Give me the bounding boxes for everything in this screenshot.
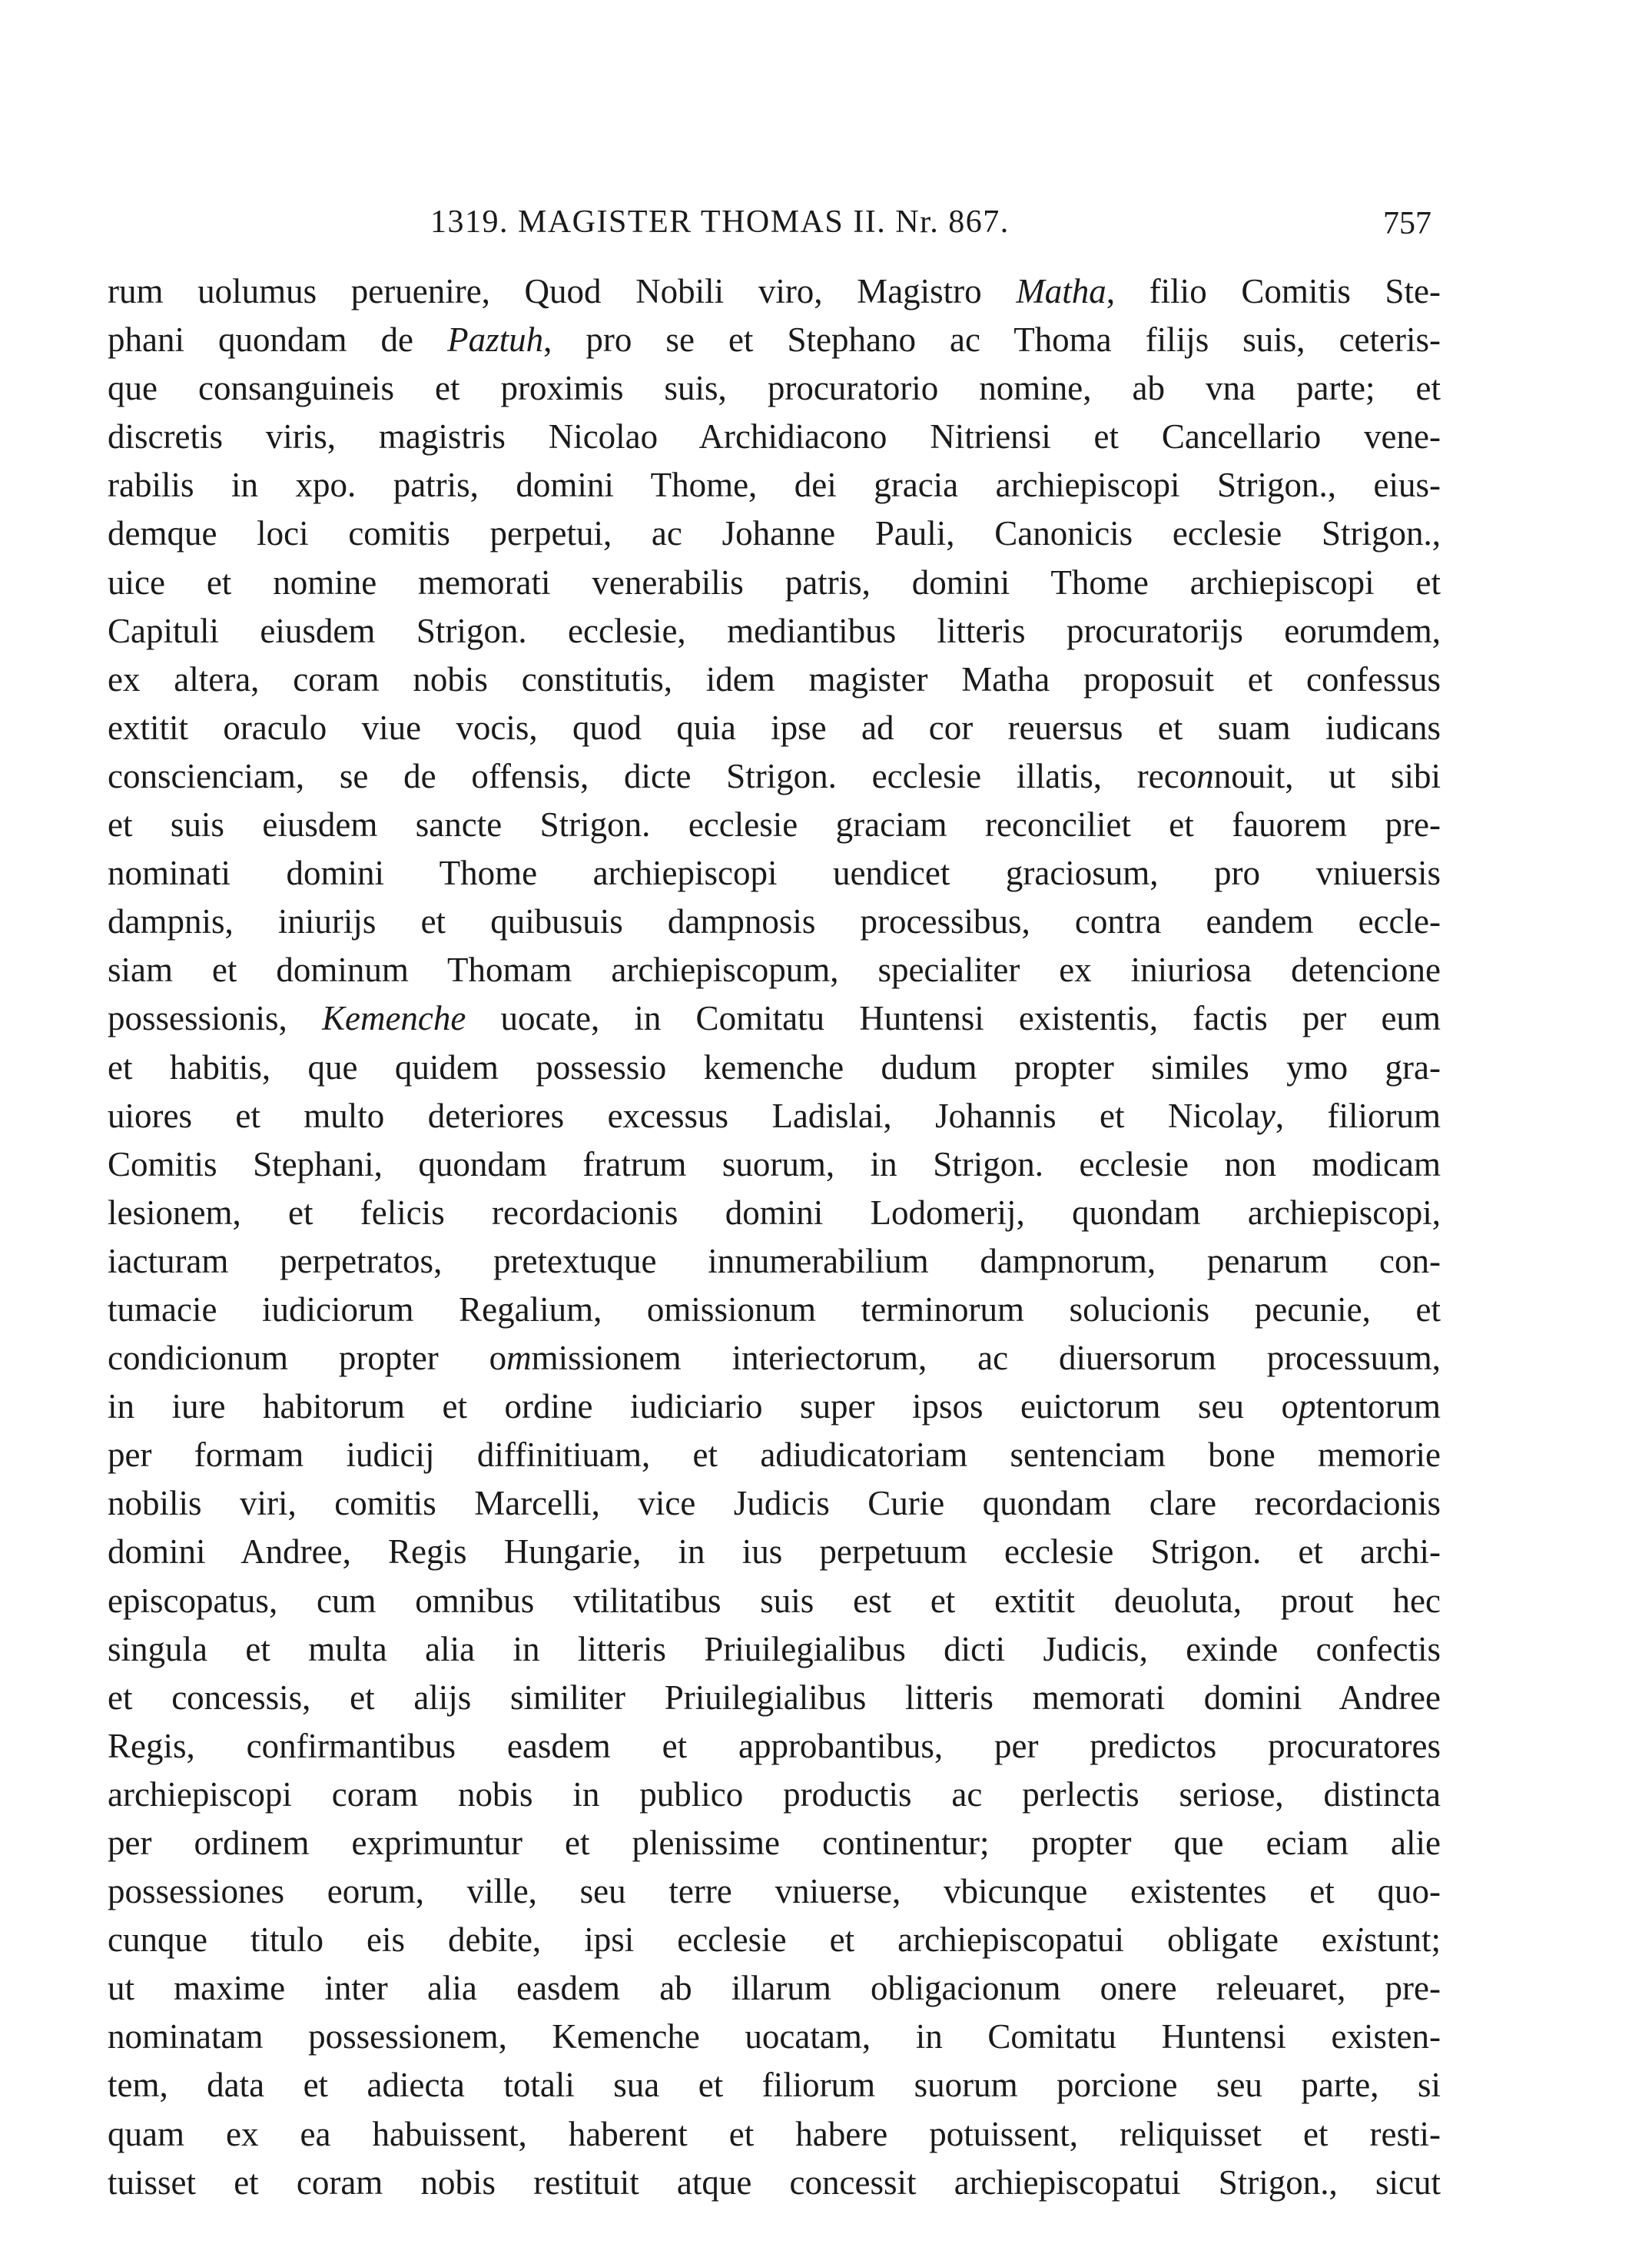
text-segment: , pro se et Stephano ac Thoma filijs suis, ceteris-	[543, 320, 1441, 360]
text-segment: iacturam perpetratos, pretextuque innumerabilium dampnorum, penarum con-	[108, 1241, 1441, 1280]
text-segment: singula et multa alia in litteris Priuilegialibus dicti Judicis, exinde confectis	[108, 1629, 1441, 1668]
text-segment: condicionum propter o	[108, 1339, 507, 1378]
text-segment: possessionis,	[108, 999, 322, 1038]
text-segment: uice et nomine memorati venerabilis patris, domini Thome archiepiscopi et	[108, 563, 1441, 602]
text-segment: , filiorum	[1275, 1096, 1441, 1135]
text-line	[108, 316, 1441, 364]
italic-segment: n	[1196, 756, 1214, 795]
text-line	[108, 509, 1441, 558]
text-line	[108, 1092, 1441, 1140]
text-segment: archiepiscopi coram nobis in publico productis ac perlectis seriose, distincta	[108, 1774, 1441, 1814]
text-segment: conscienciam, se de offensis, dicte Strigon. ecclesie illatis, reco	[108, 756, 1197, 795]
text-line	[108, 656, 1441, 704]
text-line	[108, 1334, 1441, 1382]
italic-segment: p	[1299, 1387, 1316, 1426]
text-line	[108, 1382, 1441, 1431]
text-segment: nouit, ut sibi	[1213, 756, 1441, 795]
text-line	[108, 2110, 1441, 2159]
text-segment: tumacie iudiciorum Regalium, omissionum terminorum solucionis pecunie, et	[108, 1290, 1441, 1329]
text-line	[108, 994, 1441, 1043]
text-line	[108, 1771, 1441, 1819]
text-segment: discretis viris, magistris Nicolao Archidiacono Nitriensi et Cancellario vene-	[108, 417, 1441, 456]
text-segment: Capituli eiusdem Strigon. ecclesie, mediantibus litteris procuratorijs eorumdem,	[108, 611, 1441, 650]
text-line	[108, 2159, 1441, 2207]
text-segment: Comitis Stephani, quondam fratrum suorum, in Strigon. ecclesie non modicam	[108, 1144, 1441, 1183]
text-line	[108, 1916, 1441, 1964]
text-segment: rum uolumus peruenire, Quod Nobili viro, Magistro	[108, 272, 1017, 310]
text-segment: episcopatus, cum omnibus vtilitatibus suis est et extitit deuoluta, prout hec	[108, 1581, 1441, 1620]
text-line	[108, 607, 1441, 656]
text-segment: tentorum	[1315, 1387, 1441, 1426]
text-segment: possessiones eorum, ville, seu terre vniuerse, vbicunque existentes et quo-	[108, 1872, 1441, 1911]
text-line	[108, 559, 1441, 607]
body-text	[108, 267, 1441, 2207]
text-line	[108, 946, 1441, 994]
italic-segment: Matha	[1016, 272, 1106, 310]
italic-segment: m	[506, 1339, 532, 1378]
text-line	[108, 1431, 1441, 1479]
text-segment: siam et dominum Thomam archiepiscopum, specialiter ex iniuriosa detencione	[108, 951, 1441, 990]
text-line	[108, 267, 1441, 316]
text-line	[108, 1964, 1441, 2013]
text-line	[108, 704, 1441, 752]
page-number: 757	[1383, 206, 1431, 241]
italic-segment: y	[1259, 1096, 1275, 1135]
text-segment: missionem interiect	[531, 1339, 845, 1378]
text-segment: ex altera, coram nobis constitutis, idem magister Matha proposuit et confessus	[108, 659, 1441, 699]
text-line	[108, 1867, 1441, 1916]
text-line	[108, 1479, 1441, 1528]
italic-segment: Kemenche	[321, 999, 466, 1038]
text-line	[108, 1528, 1441, 1576]
italic-segment: i	[1354, 1920, 1364, 1960]
text-segment: tem, data et adiecta totali sua et filiorum suorum porcione seu parte, si	[108, 2066, 1441, 2105]
text-segment: uocate, in Comitatu Huntensi existentis, factis per eum	[466, 999, 1441, 1038]
text-line	[108, 1140, 1441, 1189]
text-line	[108, 2061, 1441, 2109]
text-segment: quam ex ea habuissent, haberent et habere potuissent, reliquisset et resti-	[108, 2114, 1441, 2153]
text-segment: per formam iudicij diffinitiuam, et adiudicatoriam sentenciam bone memorie	[108, 1436, 1441, 1475]
text-line	[108, 1722, 1441, 1771]
text-line	[108, 1625, 1441, 1674]
text-segment: phani quondam de	[108, 320, 448, 360]
text-segment: , filio Comitis Ste-	[1106, 272, 1441, 310]
text-line	[108, 1819, 1441, 1867]
text-line	[108, 1237, 1441, 1286]
text-line	[108, 1286, 1441, 1334]
text-segment: nominati domini Thome archiepiscopi uendicet graciosum, pro vniuersis	[108, 854, 1441, 893]
text-segment: Regis, confirmantibus easdem et approbantibus, per predictos procuratores	[108, 1726, 1441, 1765]
text-segment: in iure habitorum et ordine iudiciario super ipsos euictorum seu o	[108, 1387, 1299, 1426]
running-head: 1319. MAGISTER THOMAS II. Nr. 867.	[430, 204, 1010, 240]
text-segment: rabilis in xpo. patris, domini Thome, dei gracia archiepiscopi Strigon., eius-	[108, 466, 1441, 505]
text-line	[108, 1189, 1441, 1237]
text-segment: nobilis viri, comitis Marcelli, vice Judicis Curie quondam clare recordacionis	[108, 1484, 1441, 1523]
text-line	[108, 413, 1441, 461]
text-line	[108, 801, 1441, 849]
text-line	[108, 364, 1441, 413]
text-segment: uiores et multo deteriores excessus Ladislai, Johannis et Nicola	[108, 1096, 1260, 1135]
text-line	[108, 849, 1441, 898]
text-segment: cunque titulo eis debite, ipsi ecclesie et archiepiscopatui obligate ex	[108, 1920, 1355, 1960]
italic-segment: Paztuh	[447, 320, 544, 360]
text-segment: et habitis, que quidem possessio kemenche dudum propter similes ymo gra-	[108, 1047, 1441, 1087]
text-line	[108, 1044, 1441, 1092]
text-segment: per ordinem exprimuntur et plenissime continentur; propter que eciam alie	[108, 1824, 1441, 1862]
text-segment: dampnis, iniurijs et quibusuis dampnosis processibus, contra eandem eccle-	[108, 902, 1441, 941]
text-segment: lesionem, et felicis recordacionis domini Lodomerij, quondam archiepiscopi,	[108, 1193, 1441, 1232]
text-segment: ut maxime inter alia easdem ab illarum obligacionum onere releuaret, pre-	[108, 1969, 1441, 2008]
text-segment: et suis eiusdem sancte Strigon. ecclesie graciam reconciliet et fauorem pre-	[108, 805, 1441, 845]
text-segment: extitit oraculo viue vocis, quod quia ipse ad cor reuersus et suam iudicans	[108, 708, 1441, 747]
text-segment: domini Andree, Regis Hungarie, in ius perpetuum ecclesie Strigon. et archi-	[108, 1532, 1441, 1572]
text-line	[108, 2013, 1441, 2061]
text-segment: nominatam possessionem, Kemenche uocatam, in Comitatu Huntensi existen-	[108, 2017, 1441, 2056]
text-line	[108, 752, 1441, 801]
text-segment: que consanguineis et proximis suis, procuratorio nomine, ab vna parte; et	[108, 369, 1441, 408]
text-line	[108, 461, 1441, 509]
text-line	[108, 1577, 1441, 1625]
text-line	[108, 1674, 1441, 1722]
italic-segment: o	[844, 1339, 863, 1378]
text-segment: rum, ac diuersorum processuum,	[862, 1339, 1441, 1378]
text-line	[108, 898, 1441, 946]
text-segment: et concessis, et alijs similiter Priuilegialibus litteris memorati domini Andree	[108, 1678, 1441, 1717]
text-segment: stunt;	[1363, 1920, 1441, 1960]
text-segment: tuisset et coram nobis restituit atque concessit archiepiscopatui Strigon., sicut	[108, 2162, 1441, 2202]
text-segment: demque loci comitis perpetui, ac Johanne Pauli, Canonicis ecclesie Strigon.,	[108, 514, 1441, 553]
